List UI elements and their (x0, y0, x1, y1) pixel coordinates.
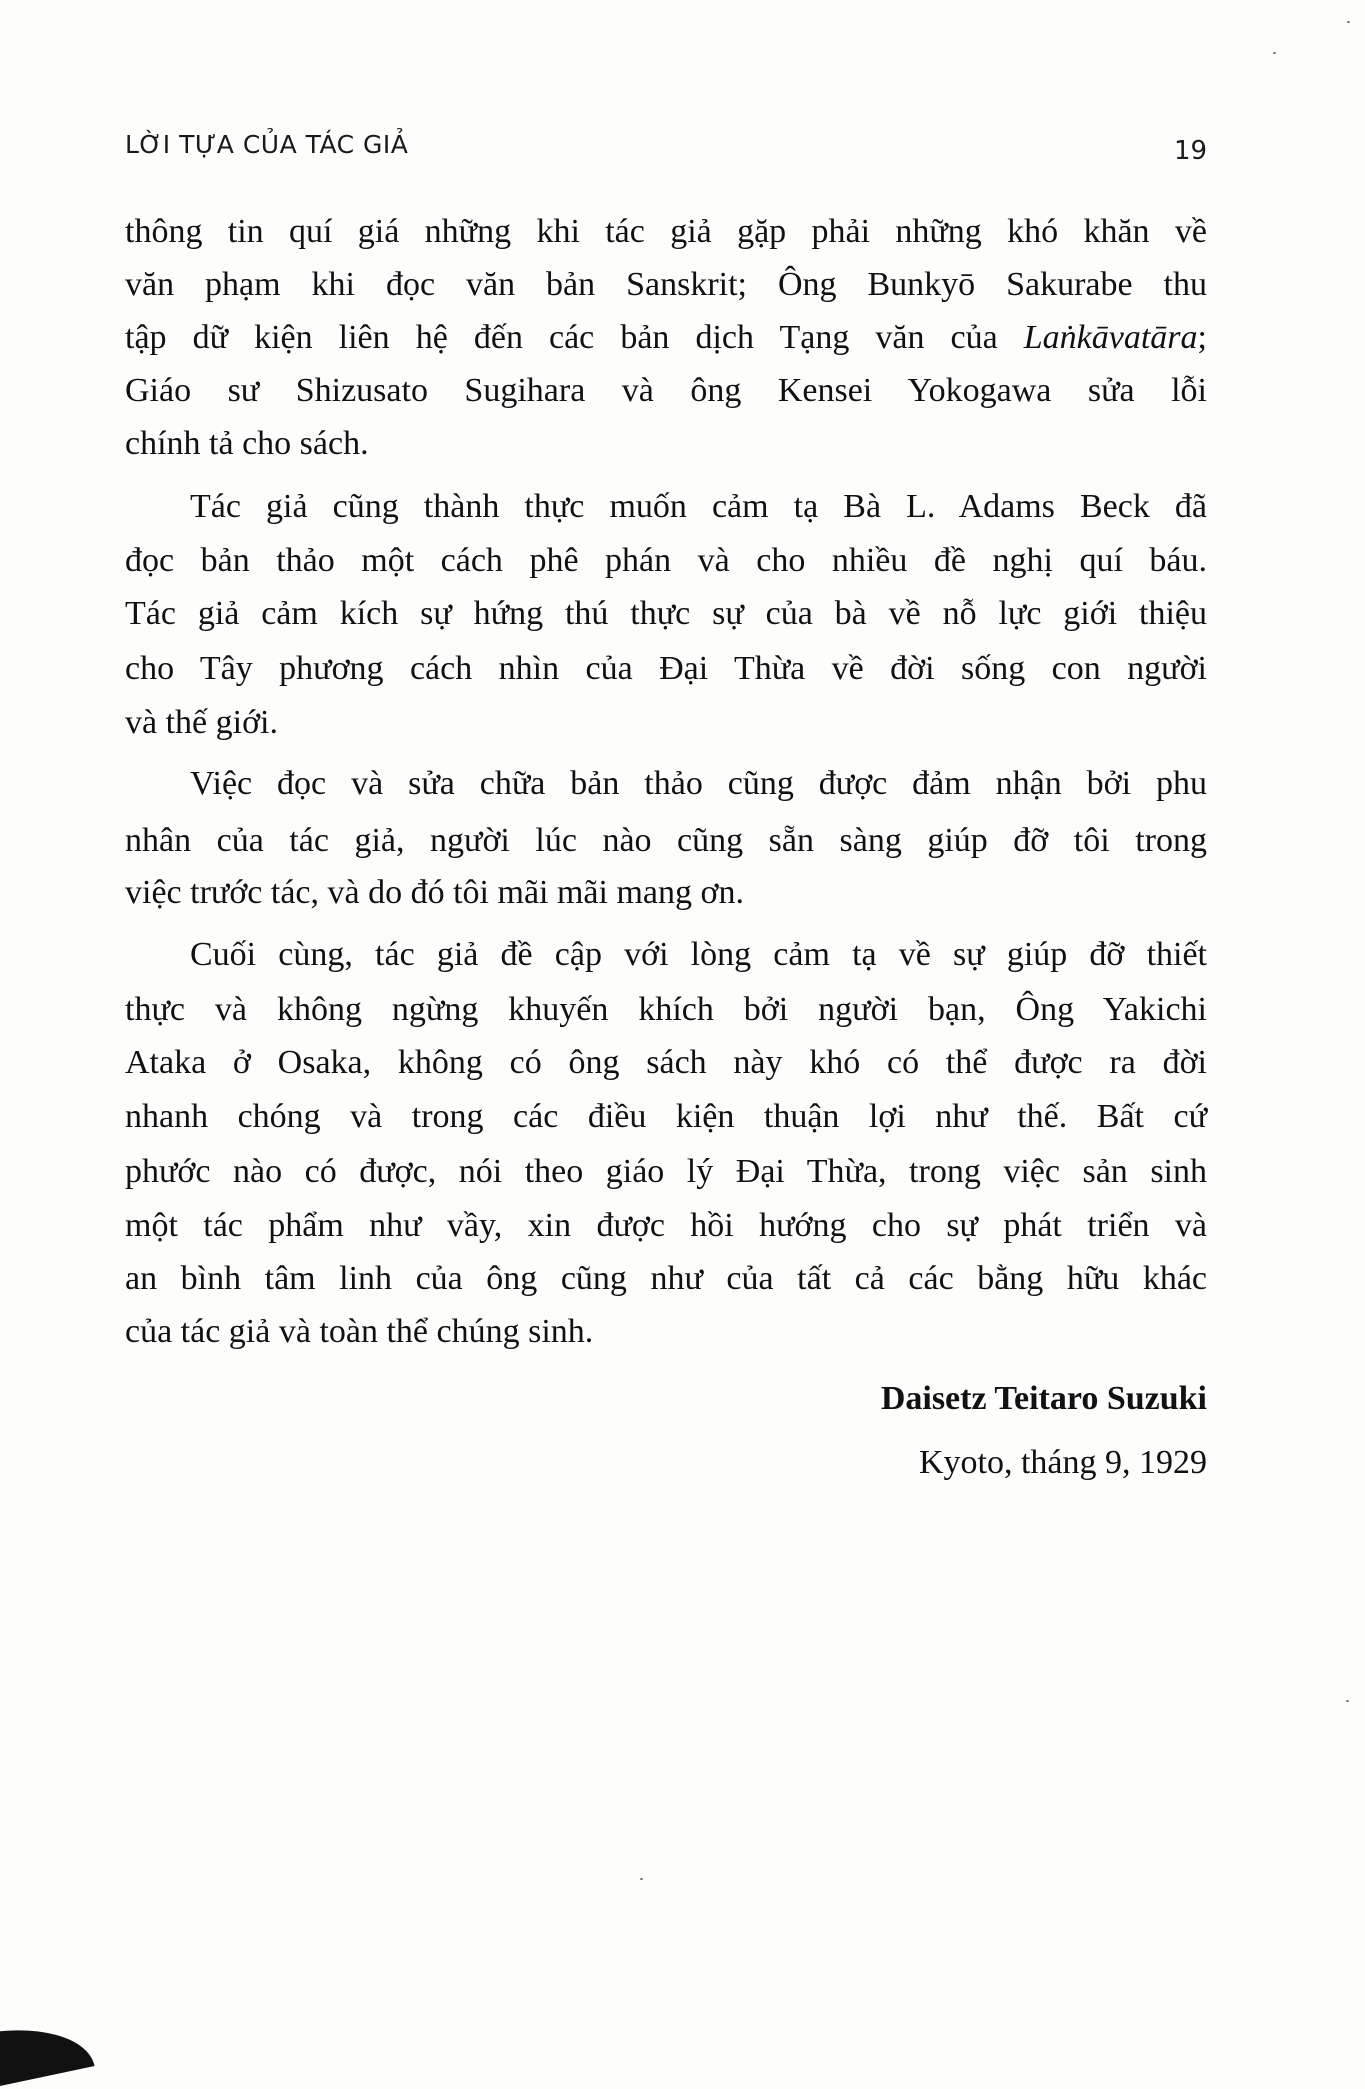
author-signature: Daisetz Teitaro Suzuki (880, 1380, 1207, 1417)
text-line: an bình tâm linh của ông cũng như của tất cả các bằng hữu khác (125, 1260, 1207, 1297)
text-line: Tác giả cũng thành thực muốn cảm tạ Bà L. Adams Beck đã (190, 488, 1207, 525)
text-line: chính tả cho sách. (125, 425, 369, 462)
scan-speck (640, 1878, 643, 1880)
text-line: một tác phẩm như vầy, xin được hồi hướng cho sự phát triển và (125, 1207, 1207, 1244)
text-line: đọc bản thảo một cách phê phán và cho nhiều đề nghị quí báu. (125, 542, 1207, 579)
text-line: việc trước tác, và do đó tôi mãi mãi mang ơn. (125, 874, 744, 911)
scan-speck (1347, 21, 1350, 23)
text-span: tập dữ kiện liên hệ đến các bản dịch Tạng văn của (125, 319, 1024, 356)
text-line: nhanh chóng và trong các điều kiện thuận lợi như thế. Bất cứ (125, 1098, 1207, 1135)
text-line: Tác giả cảm kích sự hứng thú thực sự của bà về nỗ lực giới thiệu (125, 595, 1207, 632)
text-line: phước nào có được, nói theo giáo lý Đại Thừa, trong việc sản sinh (125, 1153, 1207, 1190)
text-line (125, 311, 1207, 365)
page-number: 19 (1174, 136, 1208, 166)
text-line: Việc đọc và sửa chữa bản thảo cũng được đảm nhận bởi phu (190, 765, 1207, 802)
text-line: thông tin quí giá những khi tác giả gặp phải những khó khăn về (125, 213, 1207, 250)
text-line: và thế giới. (125, 704, 278, 741)
text-line: văn phạm khi đọc văn bản Sanskrit; Ông Bunkyō Sakurabe thu (125, 266, 1207, 303)
text-span: ; (1197, 319, 1207, 356)
text-line: của tác giả và toàn thể chúng sinh. (125, 1313, 594, 1350)
running-title: LỜI TỰA CỦA TÁC GIẢ (125, 130, 409, 159)
place-date: Kyoto, tháng 9, 1929 (918, 1444, 1207, 1481)
scan-speck (1273, 52, 1276, 54)
text-line: Cuối cùng, tác giả đề cập với lòng cảm tạ về sự giúp đỡ thiết (190, 936, 1207, 973)
italic-term: Laṅkāvatāra (1023, 319, 1198, 356)
scan-corner-shadow (0, 2012, 95, 2089)
text-line: cho Tây phương cách nhìn của Đại Thừa về đời sống con người (125, 650, 1207, 687)
scan-speck (1346, 1700, 1349, 1702)
text-line: Ataka ở Osaka, không có ông sách này khó có thể được ra đời (125, 1044, 1207, 1081)
text-line: thực và không ngừng khuyến khích bởi người bạn, Ông Yakichi (125, 991, 1207, 1028)
text-line: Giáo sư Shizusato Sugihara và ông Kensei Yokogawa sửa lỗi (125, 372, 1207, 409)
text-line: nhân của tác giả, người lúc nào cũng sẵn sàng giúp đỡ tôi trong (125, 822, 1207, 859)
